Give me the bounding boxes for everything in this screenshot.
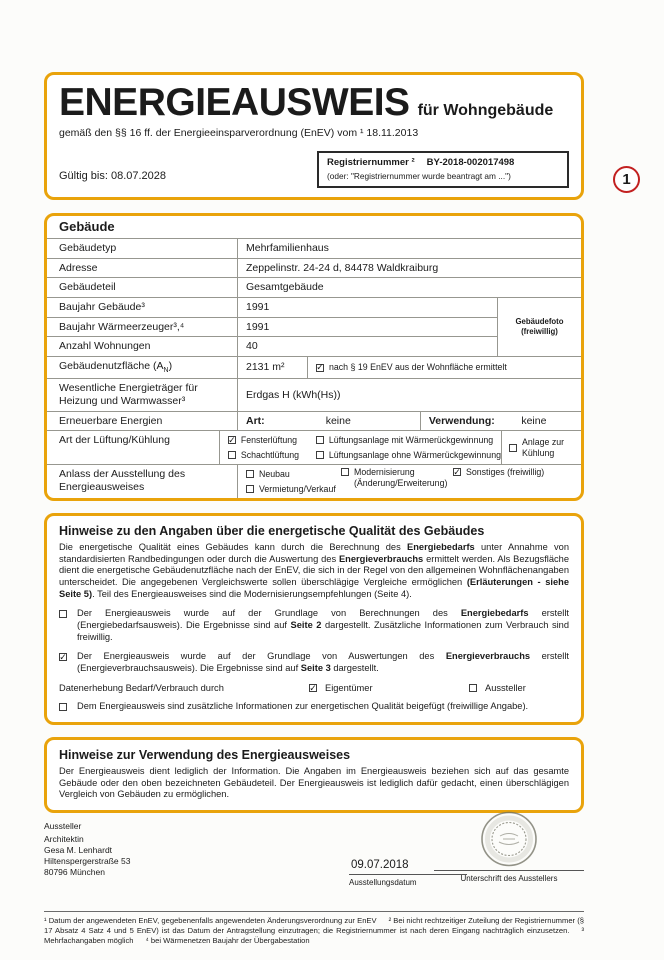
erneuerbare-art-cell (237, 412, 420, 431)
lueftung-col-2 (316, 431, 501, 464)
usage-hints-body: Der Energieausweis dient lediglich der Information. Die Angaben im Energieausweis beziehen sich auf das gesamte Gebäude oder den oben bezeichneten Gebäudeteil. Der Energieausweis ist lediglich dafür gedacht, einen überschlägigen Vergleich von Gebäuden zu ermöglichen. (59, 765, 569, 800)
header-bottom-row (59, 151, 569, 188)
quality-hints-section (44, 513, 584, 725)
registration-note: (oder: "Registriernummer wurde beantragt am ...") (327, 171, 511, 181)
title-row (59, 81, 569, 125)
sonstiges-label: Sonstiges (freiwillig) (466, 467, 545, 478)
document-content (44, 0, 584, 947)
row-gebaeudetyp (47, 238, 581, 258)
page-number: 1 (622, 171, 631, 188)
signature-block (434, 809, 584, 883)
building-section-title: Gebäude (59, 219, 115, 234)
row-baujahr-waermeerzeuger (47, 317, 497, 337)
footnote-4: ⁴ bei Wärmenetzen Baujahr der Übergabestation (145, 936, 310, 946)
row-gebaeudeteil (47, 277, 581, 297)
bedarfsausweis-text: Der Energieausweis wurde auf der Grundlage von Berechnungen des Energiebedarfs erstellt (Energiebedarfsausweis). Die Ergebnisse sind auf Seite 2 dargestellt. Zusätzliche Informationen zum Verbrauch sind freiwillig. (77, 608, 570, 642)
lueftung-options-grid (228, 431, 581, 464)
modernisierung-label: Modernisierung (Änderung/Erweiterung) (354, 467, 448, 489)
schachtlueftung-label: Schachtlüftung (240, 450, 300, 461)
anlass-label: Anlass der Ausstellung des Energieausweises (59, 468, 186, 493)
eigentuemer-checkbox: ✓ (309, 682, 317, 693)
erneuerbare-verwendung-cell (420, 412, 581, 431)
anlage-zur-kuehlung-checkbox (509, 444, 517, 452)
bedarfsausweis-option (59, 608, 569, 643)
gebaeudetyp-value: Mehrfamilienhaus (237, 239, 581, 258)
registration-line (327, 157, 559, 168)
anlass-col-3 (453, 465, 581, 498)
anlass-col-2 (341, 465, 453, 498)
building-section (44, 213, 584, 501)
verwendung-label: Verwendung: (428, 414, 495, 427)
vermietung-label: Vermietung/Verkauf (259, 484, 336, 495)
nutzflaeche-checkbox-group (307, 357, 581, 378)
wohnflaeche-checkbox-label: nach § 19 EnEV aus der Wohnfläche ermittelt (329, 362, 507, 373)
erneuerbare-label: Erneuerbare Energien (59, 414, 163, 427)
fensterlueftung-option (228, 433, 316, 447)
footer (44, 821, 584, 905)
nutzflaeche-label: Gebäudenutzfläche $(A_N)$ (59, 359, 173, 375)
neubau-option (246, 467, 341, 481)
lueftungsanlage-mit-wrg-checkbox (316, 436, 324, 444)
neubau-checkbox (246, 470, 254, 478)
nutzflaeche-value: 2131 m² (237, 357, 307, 378)
certificate-subtitle: für Wohngebäude (417, 102, 554, 119)
baujahr-gebaeude-value: 1991 (237, 298, 497, 317)
photo-label-line1: Gebäudefoto (515, 316, 564, 326)
kuehlung-option (501, 431, 581, 464)
lueftung-options-cell (219, 431, 581, 464)
sonstiges-option (453, 467, 581, 481)
aussteller-option-label: Aussteller (485, 683, 526, 694)
aussteller-option (469, 683, 569, 693)
adresse-value: Zeppelinstr. 24-24 d, 84478 Waldkraiburg (237, 259, 581, 278)
row-lueftung-kuehlung (47, 430, 581, 464)
row-baujahr-gebaeude (47, 298, 497, 317)
baujahre-rows (47, 298, 497, 356)
aussteller-heading: Aussteller (44, 820, 82, 831)
sonstiges-checkbox: ✓ (453, 466, 461, 477)
aussteller-city: 80796 München (44, 866, 105, 877)
eigentuemer-option (309, 683, 469, 693)
zusatzinfo-checkbox (59, 703, 67, 711)
photo-label-line2: (freiwillig) (521, 326, 558, 336)
lueftungsanlage-ohne-wrg-option (316, 448, 501, 462)
aussteller-checkbox (469, 684, 477, 692)
aussteller-stamp-graphic (479, 809, 539, 869)
signature-label: Unterschrift des Ausstellers (434, 870, 584, 883)
valid-until-text: Gültig bis: 08.07.2028 (59, 170, 167, 182)
page-number-badge (613, 166, 640, 193)
anlage-zur-kuehlung-label: Anlage zur Kühlung (522, 436, 565, 458)
footnote-1: ¹ Datum der angewendeten EnEV, gegebenenfalls angewendeten Änderungsverordnung zur EnEV (44, 915, 377, 925)
aussteller-stamp (434, 809, 584, 869)
usage-hints-title: Hinweise zur Verwendung des Energieausweises (59, 747, 351, 762)
quality-hints-title: Hinweise zu den Angaben über die energetische Qualität des Gebäudes (59, 524, 485, 539)
vermietung-option (246, 482, 341, 496)
energietraeger-value: Erdgas H (kWh(Hs)) (237, 379, 581, 410)
lueftungsanlage-mit-wrg-label: Lüftungsanlage mit Wärmerückgewinnung (328, 435, 494, 446)
adresse-label: Adresse (59, 261, 98, 274)
row-anzahl-wohnungen (47, 336, 497, 356)
schachtlueftung-checkbox (228, 451, 236, 459)
lueftungsanlage-ohne-wrg-label: Lüftungsanlage ohne Wärmerückgewinnung (328, 450, 501, 461)
zusatzinfo-label: Dem Energieausweis sind zusätzliche Informationen zur energetischen Qualität beigefügt (freiwillige Angabe). (77, 701, 529, 712)
building-photo-placeholder (497, 298, 581, 356)
footnote-3: ³ Mehrfachangaben möglich (44, 926, 584, 946)
datenerhebung-label: Datenerhebung Bedarf/Verbrauch durch (59, 683, 224, 694)
anzahl-wohnungen-value: 40 (237, 337, 497, 356)
aussteller-address (44, 834, 130, 878)
row-nutzflaeche (47, 356, 581, 378)
schachtlueftung-option (228, 448, 316, 462)
footnotes (44, 912, 584, 947)
gebaeudeteil-label: Gebäudeteil (59, 281, 116, 294)
aussteller-name: Gesa M. Lenhardt (44, 844, 113, 855)
row-adresse (47, 258, 581, 278)
lueftungsanlage-mit-wrg-option (316, 433, 501, 447)
footnote-2: ² Bei nicht rechtzeitiger Zuteilung der Registriernummer (§ 17 Absatz 4 Satz 4 und 5 EnEV) ist das Datum der Antragstellung einzutragen; die Registriernummer ist nach deren Eingang nachträglich einzusetzen. (44, 915, 584, 936)
row-energietraeger (47, 378, 581, 410)
building-photo-label (515, 317, 563, 337)
registration-label: Registriernummer ² (327, 157, 415, 168)
anlass-options-grid (246, 465, 581, 498)
aussteller-street: Hiltenspergerstraße 53 (44, 855, 131, 866)
usage-hints-section (44, 737, 584, 813)
vermietung-checkbox (246, 485, 254, 493)
baujahr-waermeerzeuger-label: Baujahr Wärmeerzeuger³,⁴ (59, 320, 185, 333)
verbrauchsausweis-text: Der Energieausweis wurde auf der Grundlage von Auswertungen des Energieverbrauchs erstellt (Energieverbrauchsausweis). Die Ergebnisse sind auf Seite 3 dargestellt. (77, 651, 570, 673)
fensterlueftung-label: Fensterlüftung (240, 435, 298, 446)
verbrauchsausweis-option (59, 651, 569, 674)
issue-date: 09.07.2018 (351, 858, 409, 871)
aussteller-title: Architektin (44, 833, 84, 844)
art-value: keine (325, 414, 351, 427)
verwendung-value: keine (521, 414, 547, 427)
row-group-baujahre (47, 297, 581, 356)
baujahr-gebaeude-label: Baujahr Gebäude³ (59, 300, 145, 313)
energietraeger-label: Wesentliche Energieträger für Heizung und Warmwasser³ (59, 382, 198, 408)
verbrauchsausweis-checkbox: ✓ (59, 651, 67, 662)
quality-hints-intro: Die energetische Qualität eines Gebäudes kann durch die Berechnung des Energiebedarfs unter Annahme von standardisierten Randbedingungen oder durch die Auswertung des Energieverbrauchs ermittelt werden. Als Bezugsfläche dient die energetische Gebäudenutzfläche nach der EnEV, die sich in der Regel von den allgemeinen Wohnflächenangaben unterscheidet. Die angegebenen Vergleichswerte sollen überschlägige Vergleiche ermöglichen (Erläuterungen - siehe Seite 5). Teil des Energieausweises sind die Modernisierungsempfehlungen (Seite 4). (59, 542, 569, 599)
anlass-col-1 (246, 465, 341, 498)
registration-box (317, 151, 569, 188)
certificate-title: ENERGIEAUSWEIS (59, 81, 410, 124)
row-anlass (47, 464, 581, 498)
gebaeudeteil-value: Gesamtgebäude (237, 278, 581, 297)
bedarfsausweis-checkbox (59, 610, 67, 618)
gebaeudetyp-label: Gebäudetyp (59, 242, 117, 254)
lueftungsanlage-ohne-wrg-checkbox (316, 451, 324, 459)
baujahr-waermeerzeuger-value: 1991 (237, 318, 497, 337)
zusatzinfo-option (59, 701, 569, 713)
registration-number: BY-2018-002017498 (426, 157, 515, 168)
modernisierung-checkbox (341, 468, 349, 476)
eigentuemer-label: Eigentümer (325, 683, 373, 694)
lueftung-label: Art der Lüftung/Kühlung (59, 434, 170, 447)
art-label: Art: (246, 414, 265, 427)
lueftung-col-1 (228, 431, 316, 464)
anlass-options-cell (237, 465, 581, 498)
neubau-label: Neubau (259, 469, 290, 480)
anzahl-wohnungen-label: Anzahl Wohnungen (59, 340, 151, 353)
regulation-line: gemäß den §§ 16 ff. der Energieeinsparverordnung (EnEV) vom ¹ 18.11.2013 (59, 127, 419, 139)
wohnflaeche-checkbox: ✓ (316, 362, 324, 373)
modernisierung-option (341, 467, 453, 489)
issue-date-label: Ausstellungsdatum (349, 874, 467, 887)
fensterlueftung-checkbox: ✓ (228, 434, 236, 445)
row-erneuerbare-energien (47, 411, 581, 431)
datenerhebung-row (59, 683, 569, 693)
certificate-header (44, 72, 584, 200)
